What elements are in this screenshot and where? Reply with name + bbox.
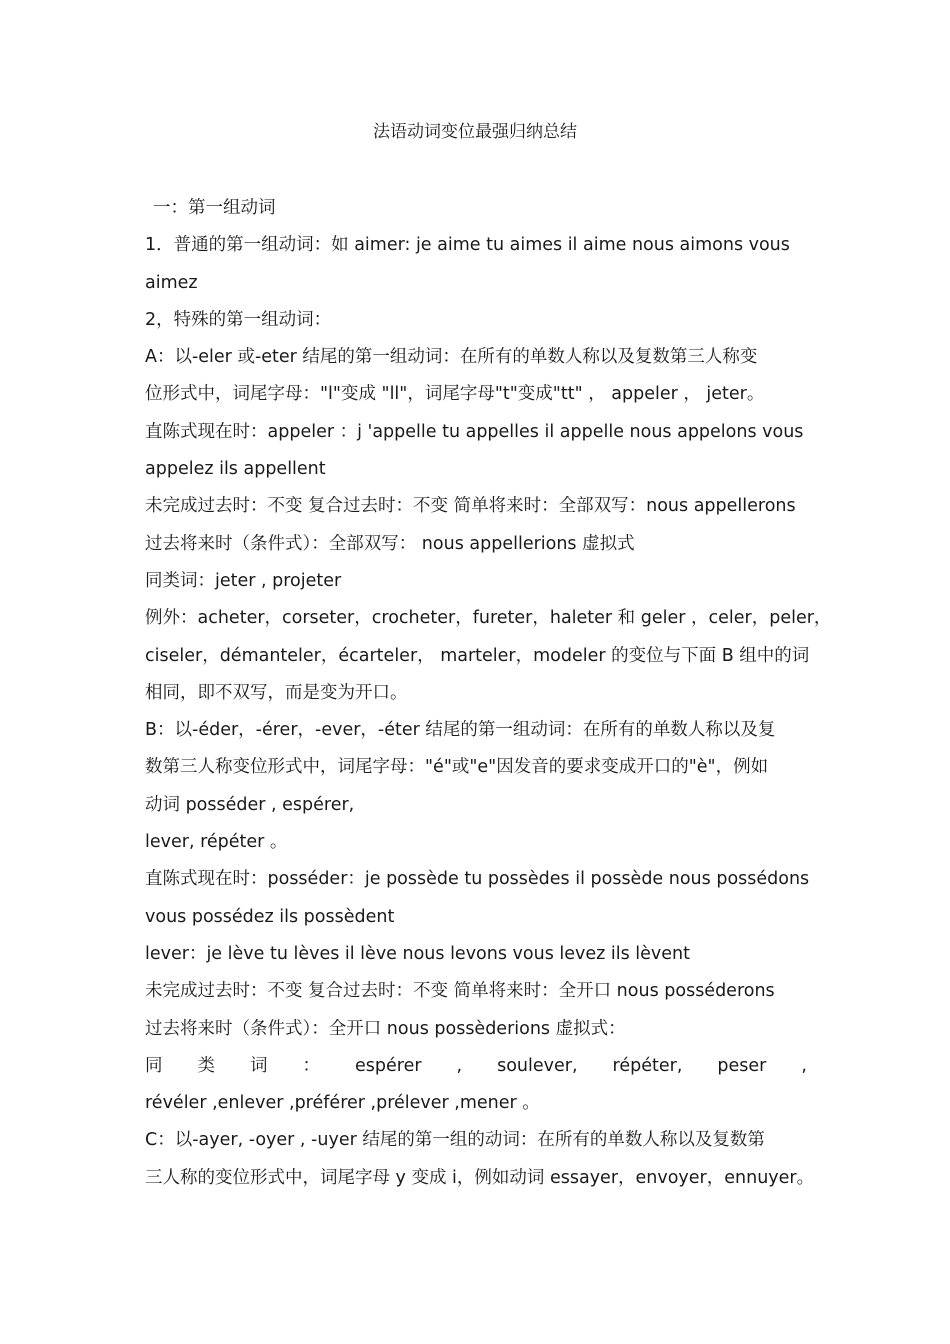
text-line: 同类词：jeter , projeter [145,570,342,591]
text-token: espérer [355,1055,422,1076]
text-line: appelez ils appellent [145,459,326,480]
text-token: ： [302,1055,320,1076]
text-line: vous possédez ils possèdent [145,906,395,927]
text-line: aimez [145,272,198,293]
document-title: 法语动词变位最强归纳总结 [373,122,577,142]
text-token: peser [717,1055,767,1076]
text-line: lever：je lève tu lèves il lève nous levons vous levez ils lèvent [145,943,690,964]
text-token: soulever, [497,1055,578,1076]
text-line: 位形式中，词尾字母："l"变成 "ll"，词尾字母"t"变成"tt" ， appeler ， jeter。 [145,384,765,405]
text-token: 类 [197,1055,215,1076]
text-line: 过去将来时（条件式）：全开口 nous possèderions 虚拟式： [145,1018,626,1039]
text-token: répéter, [612,1055,683,1076]
text-line: lever, répéter 。 [145,832,288,853]
text-line: 过去将来时（条件式）：全部双写： nous appellerions 虚拟式 [145,533,635,554]
text-token: 同 [145,1055,163,1076]
text-line: 相同，即不双写，而是变为开口。 [145,682,408,703]
text-line: A：以-eler 或-eter 结尾的第一组动词：在所有的单数人称以及复数第三人称变 [145,347,758,368]
text-token: , [456,1055,463,1076]
text-line: 2，特殊的第一组动词： [145,309,332,330]
text-line: 例外：acheter，corseter，crocheter，fureter，haleter 和 geler ，celer，peler， [145,608,832,629]
text-line: C：以-ayer, -oyer , -uyer 结尾的第一组的动词：在所有的单数人称以及复数第 [145,1130,765,1151]
text-line: 未完成过去时：不变 复合过去时：不变 简单将来时：全开口 nous posséderons [145,981,775,1002]
text-line: 1．普通的第一组动词：如 aimer: je aime tu aimes il aime nous aimons vous [145,235,790,256]
text-line: 直陈式现在时：appeler ：j 'appelle tu appelles il appelle nous appelons vous [145,421,804,442]
text-line: 直陈式现在时：posséder：je possède tu possèdes il possède nous possédons [145,869,810,890]
text-line: 数第三人称变位形式中，词尾字母："é"或"e"因发音的要求变成开口的"è"，例如 [145,757,769,778]
section-heading: 一：第一组动词 [153,198,276,218]
text-line: B：以-éder，-érer，-ever，-éter 结尾的第一组动词：在所有的单数人称以及复 [145,720,776,741]
text-token: 词 [250,1055,268,1076]
text-token: , [801,1055,807,1076]
text-line: 三人称的变位形式中，词尾字母 y 变成 i，例如动词 essayer，envoyer，ennuyer。 [145,1167,815,1188]
text-line: 动词 posséder , espérer, [145,794,355,815]
similar-words-line [145,1048,807,1085]
text-line: 未完成过去时：不变 复合过去时：不变 简单将来时：全部双写：nous appellerons [145,496,796,517]
text-line: ciseler，démanteler，écarteler， marteler，modeler 的变位与下面 B 组中的词 [145,645,810,666]
document-body [145,190,832,1197]
text-line: révéler ,enlever ,préférer ,prélever ,mener 。 [145,1093,540,1114]
